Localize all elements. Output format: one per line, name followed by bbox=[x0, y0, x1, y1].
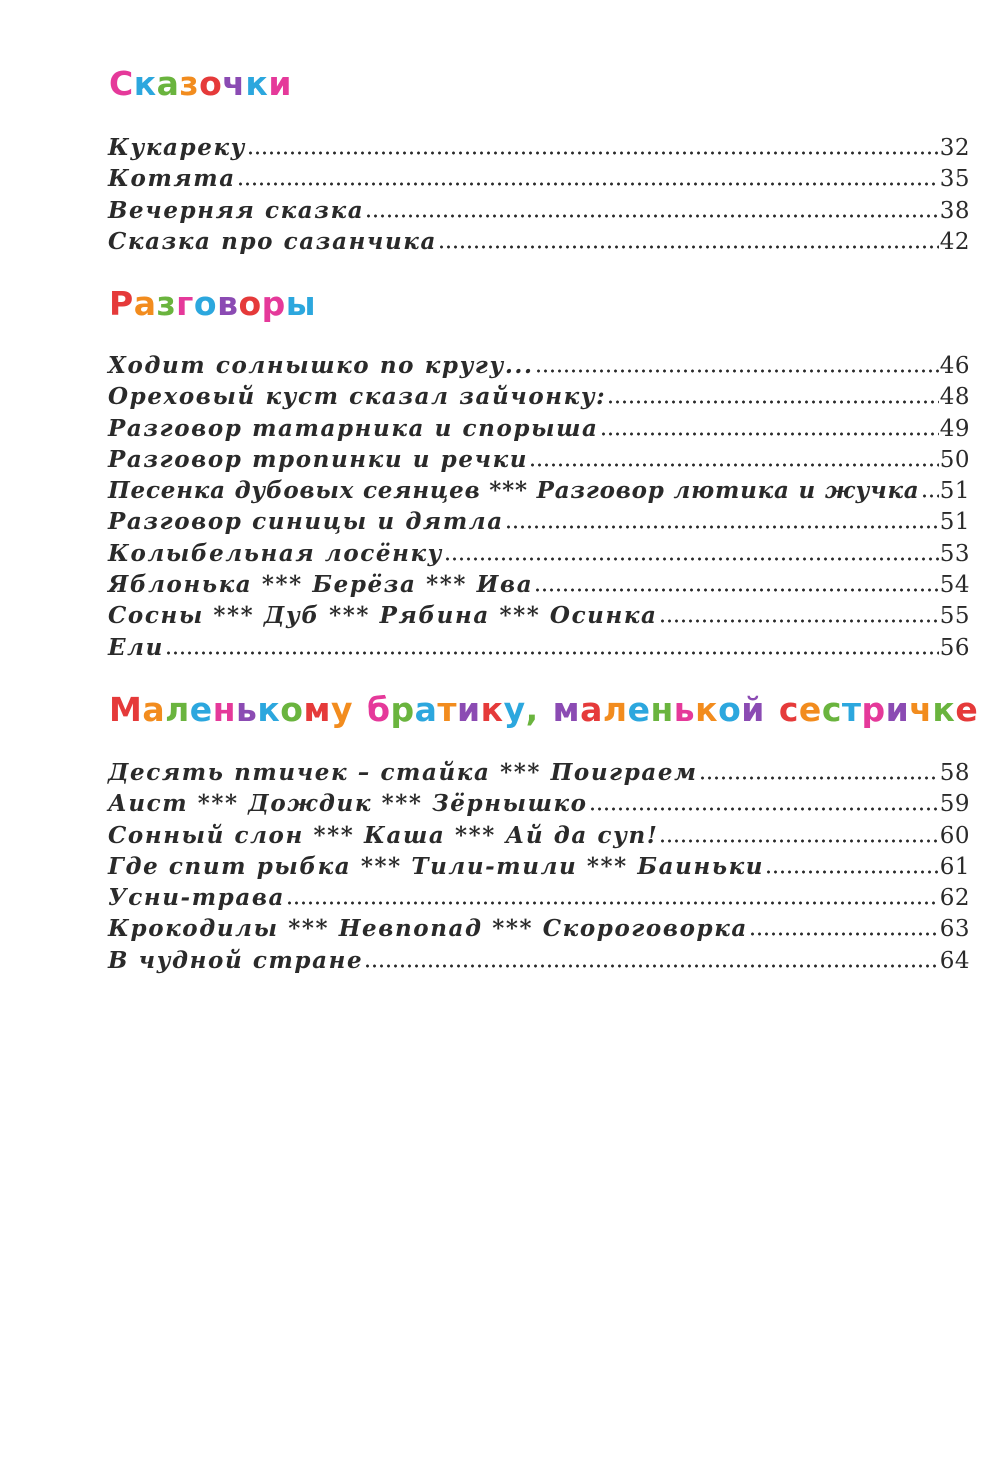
page-number: 62 bbox=[939, 885, 970, 912]
page-number: 42 bbox=[939, 228, 970, 255]
entry-title: Вечерняя сказка bbox=[108, 196, 365, 224]
title-letter: л bbox=[165, 690, 190, 729]
toc-entry bbox=[108, 571, 970, 602]
title-letter: ч bbox=[222, 64, 246, 103]
dot-leader bbox=[365, 214, 938, 218]
title-letter: к bbox=[480, 690, 504, 729]
title-letter: Р bbox=[109, 284, 134, 323]
title-letter: , bbox=[525, 690, 539, 729]
page-number: 63 bbox=[939, 916, 970, 943]
page-number: 50 bbox=[939, 446, 970, 473]
dot-leader bbox=[438, 245, 939, 249]
page-number: 53 bbox=[939, 540, 970, 567]
title-letter bbox=[765, 690, 779, 730]
title-letter: С bbox=[109, 64, 134, 103]
dot-leader bbox=[589, 807, 939, 811]
toc-entry bbox=[108, 759, 970, 790]
dot-leader bbox=[607, 400, 938, 404]
page-number: 54 bbox=[939, 572, 970, 599]
dot-leader bbox=[165, 651, 939, 655]
page-number: 55 bbox=[939, 603, 970, 630]
toc-entry bbox=[108, 352, 970, 383]
title-letter: к bbox=[133, 64, 157, 103]
title-letter: к bbox=[257, 690, 281, 729]
title-letter: М bbox=[109, 690, 143, 729]
entry-title: Ходит солнышко по кругу... bbox=[108, 352, 534, 379]
toc-entry bbox=[108, 540, 970, 571]
toc-entry bbox=[108, 446, 970, 477]
title-letter: н bbox=[650, 690, 674, 729]
section-title bbox=[109, 64, 292, 104]
page-number: 61 bbox=[939, 853, 970, 880]
title-letter bbox=[353, 690, 367, 730]
entry-title: Аист *** Дождик *** Зёрнышко bbox=[108, 790, 588, 818]
title-letter: з bbox=[156, 284, 177, 323]
title-letter: р bbox=[390, 690, 415, 729]
title-letter: а bbox=[142, 690, 166, 729]
toc-list bbox=[108, 352, 970, 665]
title-letter: м bbox=[303, 690, 331, 729]
title-letter: о bbox=[238, 284, 262, 323]
title-letter: м bbox=[552, 690, 581, 729]
title-letter: ы bbox=[285, 284, 317, 323]
page-number: 60 bbox=[939, 822, 970, 849]
page-number: 32 bbox=[939, 135, 970, 161]
toc-list bbox=[108, 134, 970, 259]
entry-title: Кукареку bbox=[108, 134, 246, 161]
toc-entry bbox=[108, 790, 970, 821]
page-number: 59 bbox=[939, 791, 970, 818]
toc-entry bbox=[108, 884, 970, 915]
dot-leader bbox=[247, 151, 939, 155]
entry-title: Разговор тропинки и речки bbox=[108, 445, 529, 473]
page-number: 48 bbox=[939, 384, 970, 411]
dot-leader bbox=[534, 588, 939, 592]
section-title bbox=[109, 690, 978, 730]
title-letter bbox=[539, 690, 553, 730]
title-letter: о bbox=[280, 690, 304, 729]
toc-entry bbox=[108, 853, 970, 884]
title-letter: н bbox=[212, 690, 236, 729]
entry-title: Где спит рыбка *** Тили-тили *** Баиньки bbox=[108, 852, 765, 880]
title-letter: а bbox=[133, 284, 157, 323]
title-letter: а bbox=[156, 64, 180, 103]
toc-entry bbox=[108, 634, 970, 665]
title-letter: а bbox=[580, 690, 603, 729]
dot-leader bbox=[765, 870, 939, 874]
page-number: 51 bbox=[939, 509, 970, 536]
dot-leader bbox=[921, 494, 939, 498]
page-number: 38 bbox=[939, 197, 970, 224]
entry-title: Разговор синицы и дятла bbox=[108, 508, 504, 536]
entry-title: Песенка дубовых сеянцев *** Разговор лютика и жучка bbox=[108, 477, 920, 505]
title-letter: к bbox=[245, 64, 269, 103]
entry-title: Ореховый куст сказал зайчонку: bbox=[108, 383, 607, 411]
dot-leader bbox=[699, 776, 939, 780]
toc-entry bbox=[108, 134, 970, 165]
dot-leader bbox=[364, 964, 939, 968]
toc-entry bbox=[108, 165, 970, 196]
page-number: 49 bbox=[939, 415, 970, 442]
entry-title: Крокодилы *** Невпопад *** Скороговорка bbox=[108, 915, 748, 943]
dot-leader bbox=[659, 839, 938, 843]
toc-entry bbox=[108, 508, 970, 539]
entry-title: Ели bbox=[108, 633, 164, 661]
title-letter: б bbox=[366, 690, 391, 729]
entry-title: Сосны *** Дуб *** Рябина *** Осинка bbox=[108, 602, 658, 630]
title-letter: з bbox=[179, 64, 200, 103]
entry-title: Колыбельная лосёнку bbox=[108, 539, 444, 567]
dot-leader bbox=[237, 182, 939, 186]
title-letter: ь bbox=[236, 690, 258, 729]
title-letter: е bbox=[955, 690, 979, 729]
title-letter: ч bbox=[909, 690, 933, 729]
entry-title: В чудной стране bbox=[108, 946, 364, 974]
entry-title: Десять птичек – стайка *** Поиграем bbox=[108, 759, 698, 786]
title-letter: л bbox=[602, 690, 628, 729]
title-letter: ь bbox=[673, 690, 696, 729]
page-number: 35 bbox=[939, 166, 970, 193]
title-letter: г bbox=[176, 284, 194, 323]
toc-entry bbox=[108, 228, 970, 259]
title-letter: и bbox=[457, 690, 481, 729]
dot-leader bbox=[529, 463, 939, 467]
toc-entry bbox=[108, 197, 970, 228]
page-number: 51 bbox=[939, 478, 970, 505]
toc-entry bbox=[108, 383, 970, 414]
entry-title: Усни-трава bbox=[108, 884, 286, 912]
dot-leader bbox=[505, 525, 939, 529]
title-letter: е bbox=[798, 690, 822, 729]
title-letter: е bbox=[627, 690, 651, 729]
title-letter: и bbox=[885, 690, 910, 729]
toc-entry bbox=[108, 415, 970, 446]
title-letter: р bbox=[861, 690, 886, 729]
title-letter: т bbox=[841, 690, 862, 729]
dot-leader bbox=[535, 369, 939, 373]
entry-title: Разговор татарника и спорыша bbox=[108, 414, 599, 442]
title-letter: р bbox=[261, 284, 286, 323]
toc-entry bbox=[108, 947, 970, 978]
dot-leader bbox=[286, 901, 939, 905]
title-letter: и bbox=[268, 64, 292, 103]
section-title bbox=[109, 284, 316, 324]
title-letter: а bbox=[414, 690, 438, 729]
toc-entry bbox=[108, 602, 970, 633]
title-letter: с bbox=[778, 690, 799, 729]
entry-title: Сказка про сазанчика bbox=[108, 227, 437, 255]
title-letter: к bbox=[932, 690, 956, 729]
title-letter: е bbox=[189, 690, 213, 729]
toc-entry bbox=[108, 477, 970, 508]
toc-entry bbox=[108, 915, 970, 946]
title-letter: т bbox=[437, 690, 458, 729]
dot-leader bbox=[659, 619, 939, 623]
toc-list bbox=[108, 759, 970, 978]
page-number: 64 bbox=[939, 947, 970, 974]
page-number: 56 bbox=[939, 634, 970, 661]
entry-title: Котята bbox=[108, 165, 236, 193]
title-letter: й bbox=[741, 690, 765, 729]
page-number: 58 bbox=[939, 760, 970, 786]
title-letter: в bbox=[217, 284, 239, 323]
title-letter: у bbox=[330, 690, 353, 729]
entry-title: Сонный слон *** Каша *** Ай да суп! bbox=[108, 821, 659, 849]
title-letter: с bbox=[821, 690, 842, 729]
toc-entry bbox=[108, 822, 970, 853]
dot-leader bbox=[444, 557, 939, 561]
dot-leader bbox=[600, 432, 939, 436]
title-letter: к bbox=[695, 690, 719, 729]
dot-leader bbox=[749, 932, 939, 936]
entry-title: Яблонька *** Берёза *** Ива bbox=[108, 571, 534, 599]
page-number: 46 bbox=[939, 353, 970, 379]
title-letter: о bbox=[193, 284, 218, 323]
title-letter: у bbox=[503, 690, 526, 729]
title-letter: о bbox=[199, 64, 223, 103]
title-letter: о bbox=[718, 690, 742, 729]
